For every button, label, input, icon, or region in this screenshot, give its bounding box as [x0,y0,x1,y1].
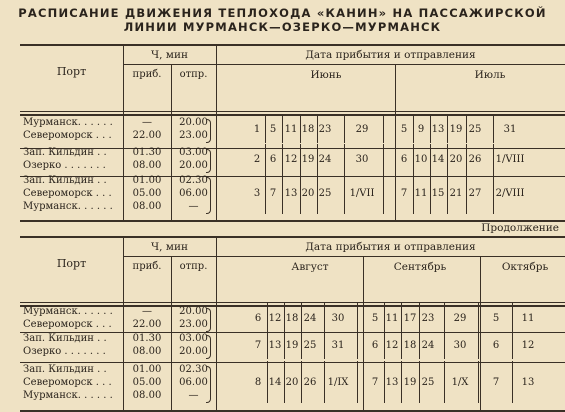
arrival-column-rule [171,256,172,412]
date-cell: 1/VIII [495,153,525,165]
date-cell: 30 [355,153,369,165]
row-group-brace [206,308,211,332]
date-separator [267,361,268,403]
table-top-rule [20,44,565,46]
date-cell: 23 [421,312,435,324]
port-name: Мурманск. . . . . . [23,390,113,401]
port-column-rule [123,44,124,222]
arrival-time: 08.00 [132,201,162,212]
date-cell: 13 [521,377,535,388]
arrival-header: приб. [132,69,162,80]
date-separator [447,144,448,173]
date-separator [284,303,285,332]
date-cell: 7 [371,377,379,388]
date-cell: 11 [385,312,399,324]
date-separator [357,330,358,359]
date-cell: 19 [449,123,463,135]
date-cell: 26 [468,153,482,165]
date-cell: 1/IX [327,377,349,388]
date-cell: 25 [303,339,317,351]
month-header: Август [291,261,329,273]
date-separator [324,361,325,403]
date-separator [317,144,318,173]
date-cell: 5 [400,123,408,135]
date-cell: 20 [301,188,315,199]
departure-time: 02.30 [179,364,208,375]
date-cell: 29 [355,123,369,135]
departure-time: 20.00 [179,306,208,317]
month-header: Июнь [310,69,342,81]
date-separator [284,361,285,403]
date-separator [493,144,494,173]
row-group-brace [206,119,211,143]
date-separator [265,144,266,173]
date-separator [301,361,302,403]
departure-time: 02.30 [179,175,208,186]
date-separator [357,303,358,332]
departure-time: 23.00 [179,319,208,330]
date-separator [444,330,445,359]
port-name: Североморск . . . [23,130,112,141]
date-cell: 18 [285,312,299,324]
departure-time: 20.00 [179,160,208,171]
port-column-rule [123,236,124,412]
date-separator [413,144,414,173]
departure-column-rule [216,236,217,412]
port-name: Зап. Кильдин . . [23,333,107,344]
departure-header: отпр. [179,261,208,272]
row-group-brace [206,366,211,403]
date-cell: 17 [403,312,417,324]
month-header: Сентябрь [393,261,447,273]
date-separator [344,144,345,173]
date-cell: 2 [253,153,261,165]
date-separator [444,303,445,332]
date-cell: 24 [421,339,435,351]
date-cell: 12 [521,339,535,351]
date-separator [300,144,301,173]
arrival-time: 22.00 [132,130,162,141]
date-cell: 30 [331,312,345,324]
date-separator [265,172,266,214]
port-name: Озерко . . . . . . . [23,160,106,171]
date-separator [265,114,266,143]
date-cell: 3 [253,188,261,199]
date-separator [357,361,358,403]
dates-header: Дата прибытия и отправления [305,49,476,61]
date-separator [344,172,345,214]
date-cell: 18 [301,123,315,135]
date-separator [282,114,283,143]
date-cell: 11 [284,123,298,135]
date-cell: 2/VIII [495,188,525,199]
table-top-rule [20,236,565,238]
date-cell: 25 [468,123,482,135]
arrival-time: 08.00 [132,390,162,401]
time-header: Ч, мин [151,49,188,61]
schedule-title-line1: РАСПИСАНИЕ ДВИЖЕНИЯ ТЕПЛОХОДА «КАНИН» НА ПАССАЖИРСКОЙ [18,6,547,20]
row-group-brace [206,149,211,173]
date-cell: 18 [403,339,417,351]
date-cell: 5 [492,312,500,324]
departure-time: 03.00 [179,147,208,158]
date-cell: 10 [414,153,428,165]
date-separator [324,303,325,332]
date-separator [324,330,325,359]
time-header: Ч, мин [151,241,188,253]
date-separator [300,114,301,143]
date-cell: 13 [385,377,399,388]
header-bottom-rule [20,302,565,303]
departure-time: 20.00 [179,117,208,128]
arrival-time: 01.00 [132,364,162,375]
port-name: Мурманск. . . . . . [23,117,113,128]
date-cell: 6 [400,153,408,165]
schedule-table-august-october [20,236,565,412]
date-separator [401,330,402,359]
date-separator [384,303,385,332]
arrival-time: — [142,306,152,317]
date-separator [419,303,420,332]
date-separator [301,303,302,332]
continuation-label: Продолжение [481,222,559,234]
date-cell: 6 [371,339,379,351]
port-name: Североморск . . . [23,377,112,388]
date-separator [300,172,301,214]
departure-time: 20.00 [179,346,208,357]
row-group-brace [206,335,211,359]
departure-column-rule [216,44,217,222]
port-name: Североморск . . . [23,188,112,199]
date-cell: 24 [318,153,332,165]
departure-time: 23.00 [179,130,208,141]
date-cell: 20 [285,377,299,388]
date-separator [430,144,431,173]
date-separator [447,114,448,143]
date-separator [267,303,268,332]
date-separator [284,330,285,359]
date-separator [430,114,431,143]
arrival-time: 22.00 [132,319,162,330]
date-separator [430,172,431,214]
date-cell: 14 [431,153,445,165]
date-separator [317,114,318,143]
date-cell: 14 [268,377,282,388]
date-cell: 7 [400,188,408,199]
port-name: Зап. Кильдин . . [23,364,107,375]
dates-header: Дата прибытия и отправления [305,241,476,253]
date-separator [383,114,384,143]
month-column-rule [480,256,481,412]
date-cell: 1/X [451,377,469,388]
date-cell: 11 [521,312,535,324]
port-name: Зап. Кильдин . . [23,147,107,158]
month-column-rule [363,256,364,412]
date-cell: 23 [318,123,332,135]
date-separator [478,330,479,359]
arrival-column-rule [171,64,172,222]
date-separator [466,144,467,173]
date-cell: 29 [453,312,467,324]
arrival-time: 01.30 [132,333,162,344]
port-name: Зап. Кильдин . . [23,175,107,186]
date-separator [282,172,283,214]
departure-time: 06.00 [179,377,208,388]
month-header: Июль [474,69,506,81]
date-cell: 25 [421,377,435,388]
date-cell: 31 [331,339,345,351]
date-cell: 19 [301,153,315,165]
date-cell: 8 [254,377,262,388]
departure-header: отпр. [179,69,208,80]
port-name: Североморск . . . [23,319,112,330]
date-cell: 20 [449,153,463,165]
date-separator [478,361,479,403]
date-separator [493,172,494,214]
date-cell: 25 [318,188,332,199]
date-cell: 26 [303,377,317,388]
months-header-rule [216,64,565,65]
date-separator [478,303,479,332]
date-separator [512,361,513,403]
date-separator [282,144,283,173]
date-cell: 13 [284,188,298,199]
date-cell: 30 [453,339,467,351]
date-separator [512,303,513,332]
port-header: Порт [56,65,87,78]
date-separator [466,114,467,143]
arrival-time: 08.00 [132,160,162,171]
months-header-rule [216,256,565,257]
date-separator [401,303,402,332]
date-separator [419,361,420,403]
date-cell: 19 [285,339,299,351]
date-cell: 5 [269,123,277,135]
date-cell: 11 [414,188,428,199]
date-separator [444,361,445,403]
date-cell: 12 [385,339,399,351]
date-separator [419,330,420,359]
date-cell: 31 [503,123,517,135]
schedule-title-line2: ЛИНИИ МУРМАНСК—ОЗЕРКО—МУРМАНСК [123,20,442,34]
departure-time: — [188,201,199,212]
date-cell: 6 [254,312,262,324]
row-group-brace [206,177,211,214]
date-separator [344,114,345,143]
header-bottom-rule-thick [20,114,565,116]
date-separator [447,172,448,214]
month-header: Октябрь [501,261,549,273]
arrival-time: 01.00 [132,175,162,186]
date-separator [317,172,318,214]
port-header: Порт [56,257,87,270]
arrival-time: 08.00 [132,346,162,357]
date-cell: 1/VII [349,188,375,199]
departure-time: 03.00 [179,333,208,344]
arrival-time: 01.30 [132,147,162,158]
arrival-time: — [142,117,152,128]
header-bottom-rule [20,111,565,112]
date-cell: 6 [269,153,277,165]
date-cell: 7 [269,188,277,199]
date-separator [301,330,302,359]
date-cell: 13 [268,339,282,351]
date-separator [493,114,494,143]
date-cell: 24 [303,312,317,324]
date-separator [267,330,268,359]
date-separator [383,172,384,214]
date-cell: 7 [492,377,500,388]
date-cell: 13 [431,123,445,135]
month-column-rule [395,64,396,222]
port-name: Мурманск. . . . . . [23,306,113,317]
date-cell: 9 [417,123,425,135]
date-cell: 21 [449,188,463,199]
group-divider [20,362,565,363]
departure-time: 06.00 [179,188,208,199]
date-cell: 5 [371,312,379,324]
date-cell: 12 [268,312,282,324]
date-cell: 19 [403,377,417,388]
date-cell: 15 [431,188,445,199]
date-separator [413,114,414,143]
date-cell: 12 [284,153,298,165]
schedule-table-june-july [20,44,565,222]
arrival-header: приб. [132,261,162,272]
date-separator [466,172,467,214]
date-separator [512,330,513,359]
port-name: Озерко . . . . . . . [23,346,106,357]
date-separator [384,361,385,403]
date-separator [413,172,414,214]
date-separator [383,144,384,173]
departure-time: — [188,390,199,401]
arrival-time: 05.00 [132,188,162,199]
date-separator [401,361,402,403]
date-cell: 7 [254,339,262,351]
date-cell: 27 [468,188,482,199]
date-separator [384,330,385,359]
arrival-time: 05.00 [132,377,162,388]
date-cell: 6 [492,339,500,351]
date-cell: 1 [253,123,261,135]
port-name: Мурманск. . . . . . [23,201,113,212]
